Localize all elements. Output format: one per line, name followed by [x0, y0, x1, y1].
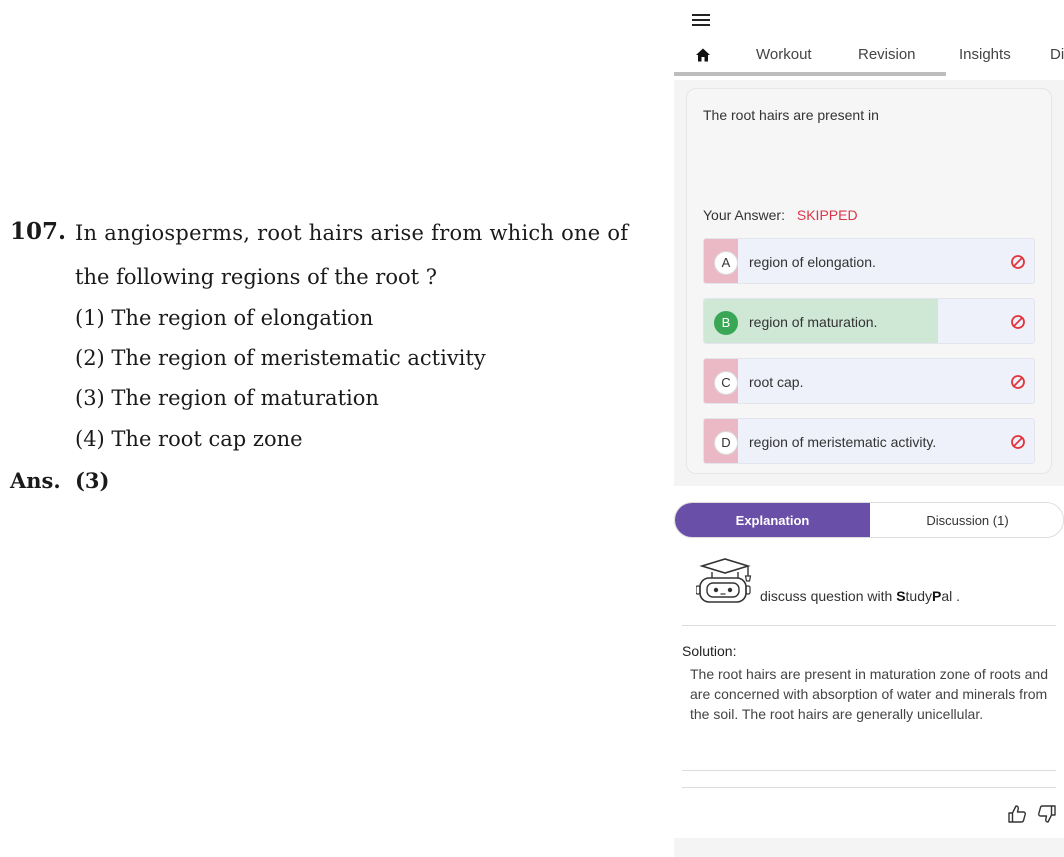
- tab-discussion[interactable]: Discussion (1): [870, 503, 1064, 538]
- studypal-p: P: [932, 588, 942, 604]
- question-card: [686, 88, 1052, 474]
- choice-letter: B: [714, 311, 738, 335]
- studypal-s-rest: tudy: [905, 588, 932, 604]
- nav-tab-workout[interactable]: Workout: [756, 46, 812, 63]
- choice-letter: D: [714, 431, 738, 455]
- top-nav: [674, 38, 1064, 76]
- hamburger-menu-icon[interactable]: [692, 12, 712, 28]
- studypal-prompt[interactable]: [696, 558, 1056, 608]
- thumbs-down-icon[interactable]: [1036, 803, 1058, 825]
- question-text-line-2: the following regions of the root ?: [75, 265, 437, 289]
- solution-title: Solution:: [682, 643, 737, 659]
- choice-letter: C: [714, 371, 738, 395]
- question-option-4: (4) The root cap zone: [75, 427, 303, 451]
- your-answer-status: SKIPPED: [796, 207, 858, 223]
- studypal-text: [760, 588, 960, 604]
- studypal-p-rest: al: [941, 588, 953, 604]
- question-text: The root hairs are present in: [703, 107, 879, 123]
- tab-explanation[interactable]: Explanation: [675, 503, 870, 538]
- choice-c[interactable]: [703, 358, 1035, 404]
- choice-text: root cap.: [749, 374, 804, 390]
- your-answer-label: Your Answer:: [703, 207, 785, 223]
- choice-text: region of elongation.: [749, 254, 876, 270]
- explanation-discussion-tabs: [674, 502, 1064, 538]
- your-answer: [703, 207, 858, 223]
- divider: [682, 787, 1056, 788]
- question-text-line-1: In angiosperms, root hairs arise from which one of: [75, 221, 629, 245]
- answer-label: Ans.: [10, 468, 61, 493]
- question-number: 107.: [10, 218, 67, 245]
- nav-active-indicator: [674, 72, 946, 76]
- studypal-suffix: .: [952, 588, 961, 604]
- bottom-bar: [674, 838, 1064, 857]
- thumbs-up-icon[interactable]: [1006, 803, 1028, 825]
- choice-text: region of meristematic activity.: [749, 434, 937, 450]
- blocked-icon: [1010, 434, 1026, 450]
- divider: [682, 625, 1056, 626]
- nav-tab-insights[interactable]: Insights: [959, 46, 1011, 63]
- choice-a[interactable]: [703, 238, 1035, 284]
- studypal-s: S: [896, 588, 906, 604]
- choice-b[interactable]: [703, 298, 1035, 344]
- nav-tab-di[interactable]: Di: [1050, 46, 1064, 63]
- blocked-icon: [1010, 374, 1026, 390]
- nav-tab-revision[interactable]: Revision: [858, 46, 916, 63]
- studypal-prefix: discuss question with: [760, 588, 897, 604]
- choice-text: region of maturation.: [749, 314, 878, 330]
- blocked-icon: [1010, 254, 1026, 270]
- question-option-2: (2) The region of meristematic activity: [75, 346, 486, 370]
- divider: [682, 770, 1056, 771]
- choice-letter: A: [714, 251, 738, 275]
- solution-body: The root hairs are present in maturation zone of roots and are concerned with absorption of water and minerals from the soil. The root hairs are generally unicellular.: [690, 666, 1048, 722]
- choice-d[interactable]: [703, 418, 1035, 464]
- home-icon[interactable]: [695, 47, 711, 63]
- question-option-3: (3) The region of maturation: [75, 386, 379, 410]
- right-panel: [674, 0, 1064, 857]
- studypal-robot-icon: [696, 558, 754, 606]
- question-option-1: (1) The region of elongation: [75, 306, 374, 330]
- answer-value: (3): [75, 468, 110, 493]
- blocked-icon: [1010, 314, 1026, 330]
